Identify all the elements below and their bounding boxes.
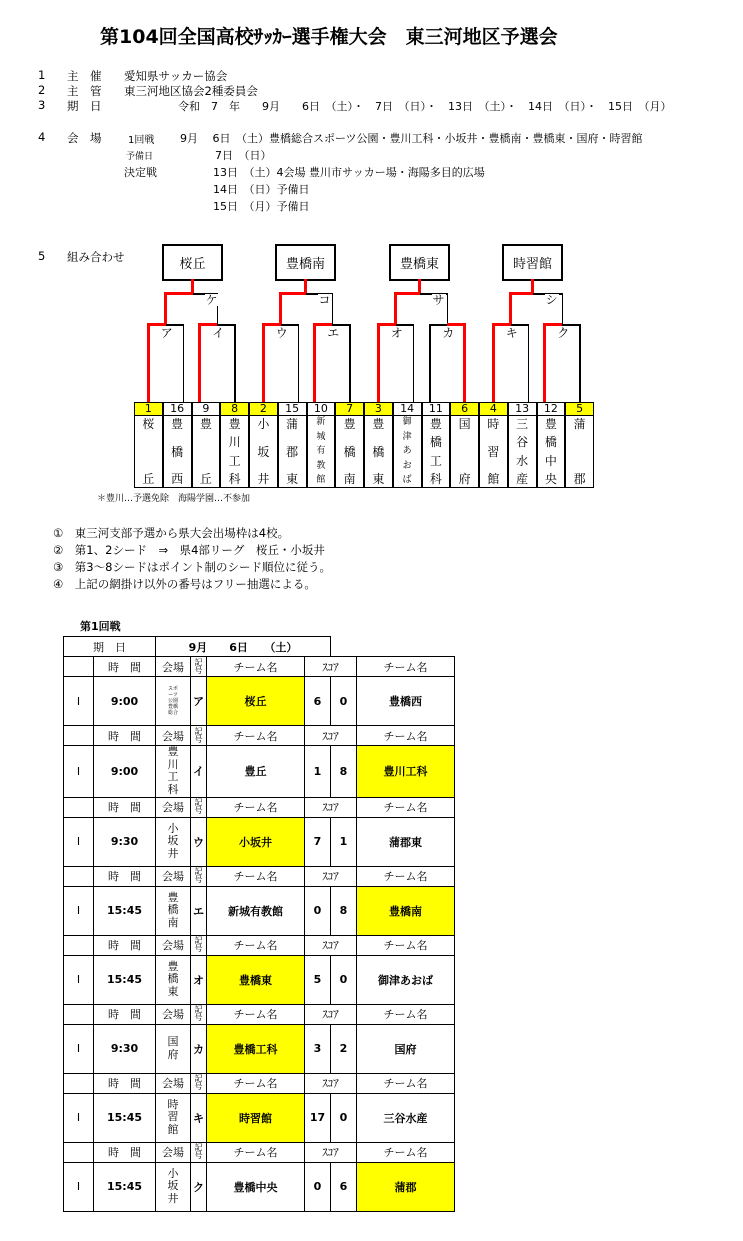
- team-name-vertical: [508, 416, 537, 488]
- code-cell: イ: [191, 746, 207, 798]
- col-team2-header: チーム名: [357, 657, 455, 677]
- final-value-2: 14日 （日）予備日: [213, 183, 310, 196]
- team-name-char: 井: [257, 472, 270, 486]
- note-2: ② 第1、2シード ⇒ 県4部リーグ 桜丘・小坂井: [53, 543, 325, 557]
- team-name-char: 豊: [544, 417, 557, 431]
- info-num-4: 4: [38, 130, 46, 144]
- team1-cell: 新城有教館: [207, 886, 305, 935]
- bracket-winner-box: 桜丘: [162, 244, 223, 281]
- team-name-char: 水: [516, 453, 529, 468]
- team-name-char: 豊: [372, 417, 385, 431]
- team-name-char: 桜: [142, 417, 155, 431]
- team-name-char: 郡: [573, 472, 586, 486]
- team-name-char: 豊: [199, 417, 212, 431]
- bracket-line: [377, 323, 380, 402]
- col-score-header: ｽｺｱ: [305, 1004, 357, 1024]
- col-team1-header: チーム名: [207, 1142, 305, 1162]
- score2-cell: 0: [331, 677, 357, 726]
- seed-number: 9: [192, 402, 221, 416]
- round-cell: Ⅰ: [64, 886, 94, 935]
- team-name-char: 橋: [429, 435, 442, 450]
- team-name-char: 丘: [142, 472, 155, 486]
- col-team1-header: チーム名: [207, 657, 305, 677]
- team2-cell: 蒲郡: [357, 1162, 455, 1211]
- bracket-round2-code: サ: [432, 293, 445, 307]
- col-score-header: ｽｺｱ: [305, 797, 357, 817]
- col-code-header: 記号: [191, 1073, 207, 1093]
- bracket-round2-code: コ: [318, 293, 331, 307]
- info-num-3: 3: [38, 98, 46, 112]
- reserve-label: 予備日: [126, 152, 154, 162]
- col-team1-header: チーム名: [207, 866, 305, 886]
- col-team2-header: チーム名: [357, 726, 455, 746]
- score2-cell: 8: [331, 886, 357, 935]
- team-name-char: 南: [343, 472, 356, 486]
- seed-number: 6: [450, 402, 479, 416]
- col-blank: [64, 1142, 94, 1162]
- info-num-2: 2: [38, 83, 46, 97]
- team-name-vertical: [537, 416, 566, 488]
- info-label-dates: 期 日: [67, 99, 102, 113]
- col-code-header: 記号: [191, 1004, 207, 1024]
- time-cell: 15:45: [94, 1093, 156, 1142]
- team-name-char: 教: [316, 460, 326, 471]
- team-name-vertical: [220, 416, 249, 488]
- info-label-organizer: 主 催: [67, 69, 102, 83]
- team-name-char: 工: [228, 453, 241, 468]
- team2-cell: 豊川工科: [357, 746, 455, 798]
- col-team2-header: チーム名: [357, 797, 455, 817]
- seed-number: 4: [479, 402, 508, 416]
- page-title: 第104回全国高校ｻｯｶｰ選手権大会 東三河地区予選会: [100, 26, 558, 48]
- bracket-line: [281, 292, 306, 295]
- col-venue-header: 会場: [156, 935, 191, 955]
- bracket-line: [164, 292, 167, 324]
- team2-cell: 御津あおば: [357, 955, 455, 1004]
- score1-cell: 17: [305, 1093, 331, 1142]
- seed-number: 3: [364, 402, 393, 416]
- seed-number: 15: [278, 402, 307, 416]
- team-name-char: 川: [228, 435, 241, 450]
- bracket-line: [429, 324, 431, 402]
- code-cell: エ: [191, 886, 207, 935]
- seed-number: 10: [307, 402, 336, 416]
- col-score-header: ｽｺｱ: [305, 657, 357, 677]
- team-name-vertical: [364, 416, 393, 488]
- bracket-line: [509, 292, 512, 324]
- team-name-vertical: [393, 416, 422, 488]
- score2-cell: 0: [331, 955, 357, 1004]
- team1-cell: 豊橋工科: [207, 1024, 305, 1073]
- bracket-match-code: ク: [557, 326, 570, 340]
- code-cell: ク: [191, 1162, 207, 1211]
- venue-cell: 豊橋東: [156, 955, 191, 1004]
- info-label-venue: 会 場: [67, 131, 102, 145]
- bracket-round2-code: シ: [545, 293, 558, 307]
- bracket-line: [262, 323, 265, 402]
- col-time-header: 時 間: [94, 1142, 156, 1162]
- team-name-char: 小: [257, 417, 270, 431]
- seed-number: 5: [565, 402, 594, 416]
- bracket-line: [313, 323, 316, 402]
- bracket-line: [492, 323, 495, 402]
- score1-cell: 0: [305, 1162, 331, 1211]
- col-score-header: ｽｺｱ: [305, 726, 357, 746]
- team-name-char: 国: [458, 417, 471, 431]
- bracket-line: [413, 324, 415, 402]
- col-blank: [64, 866, 94, 886]
- team-name-vertical: [249, 416, 278, 488]
- team-name-char: 中: [544, 453, 557, 468]
- team-name-vertical: [479, 416, 508, 488]
- team-name-vertical: [565, 416, 594, 488]
- bracket-line: [234, 324, 236, 402]
- venue-cell: 国府: [156, 1024, 191, 1073]
- col-time-header: 時 間: [94, 866, 156, 886]
- col-team1-header: チーム名: [207, 797, 305, 817]
- team-name-char: 府: [458, 472, 471, 486]
- team2-cell: 豊橋西: [357, 677, 455, 726]
- team-name-char: 津: [402, 431, 412, 442]
- team-name-char: 産: [516, 471, 529, 486]
- team-name-char: 蒲: [573, 417, 586, 431]
- col-time-header: 時 間: [94, 797, 156, 817]
- team-name-char: 豊: [429, 417, 442, 431]
- team2-cell: 豊橋南: [357, 886, 455, 935]
- team-name-vertical: [163, 416, 192, 488]
- seed-number: 8: [220, 402, 249, 416]
- score1-cell: 1: [305, 746, 331, 798]
- col-blank: [64, 797, 94, 817]
- col-team2-header: チーム名: [357, 1004, 455, 1024]
- team-name-char: 郡: [286, 444, 299, 459]
- team-name-char: 谷: [516, 435, 529, 450]
- seed-number: 2: [249, 402, 278, 416]
- col-code-header: 記号: [191, 1142, 207, 1162]
- bracket-match-code: オ: [390, 326, 403, 340]
- team-name-char: 御: [402, 417, 412, 427]
- team-name-char: 豊: [171, 417, 184, 431]
- col-team2-header: チーム名: [357, 1142, 455, 1162]
- col-time-header: 時 間: [94, 1073, 156, 1093]
- bracket-winner-box: 時習館: [502, 244, 563, 281]
- team-name-char: 蒲: [286, 417, 299, 431]
- col-blank: [64, 726, 94, 746]
- note-3: ③ 第3～8シードはポイント制のシード順位に従う。: [53, 560, 331, 574]
- bracket-match-code: エ: [327, 326, 340, 340]
- team-name-char: 工: [429, 453, 442, 468]
- bracket-match-code: キ: [505, 326, 518, 340]
- time-cell: 9:30: [94, 817, 156, 866]
- time-cell: 9:00: [94, 677, 156, 726]
- score2-cell: 8: [331, 746, 357, 798]
- col-team1-header: チーム名: [207, 935, 305, 955]
- seed-number: 11: [422, 402, 451, 416]
- round1-value: 9月 6日 （土）豊橋総合スポーツ公園・豊川工科・小坂井・豊橋南・豊橋東・国府・時習館: [180, 132, 643, 145]
- bracket-match-code: ウ: [275, 326, 288, 340]
- schedule-table: [63, 636, 455, 1212]
- col-code-header: 記号: [191, 797, 207, 817]
- score2-cell: 1: [331, 817, 357, 866]
- bracket-line: [463, 323, 466, 402]
- col-venue-header: 会場: [156, 726, 191, 746]
- info-num-1: 1: [38, 68, 46, 82]
- bracket-match-code: カ: [442, 326, 455, 340]
- seed-number: 1: [134, 402, 163, 416]
- final-label: 決定戦: [124, 166, 157, 179]
- col-time-header: 時 間: [94, 726, 156, 746]
- col-score-header: ｽｺｱ: [305, 1142, 357, 1162]
- team2-cell: 国府: [357, 1024, 455, 1073]
- col-team1-header: チーム名: [207, 726, 305, 746]
- team-name-char: 館: [487, 472, 500, 486]
- bracket-line: [394, 292, 397, 324]
- team-name-vertical: [307, 416, 336, 488]
- score1-cell: 7: [305, 817, 331, 866]
- info-label-bracket: 組み合わせ: [67, 250, 125, 264]
- time-cell: 15:45: [94, 886, 156, 935]
- col-blank: [64, 1004, 94, 1024]
- team-name-vertical: [192, 416, 221, 488]
- team2-cell: 蒲郡東: [357, 817, 455, 866]
- bracket-match-code: ア: [160, 326, 173, 340]
- team-name-char: 橋: [544, 435, 557, 450]
- schedule-heading: 第1回戦: [80, 620, 121, 633]
- team-name-char: 三: [516, 417, 529, 431]
- score1-cell: 0: [305, 886, 331, 935]
- bracket-line: [279, 292, 282, 324]
- team-name-char: 東: [286, 472, 299, 486]
- seed-number: 7: [335, 402, 364, 416]
- bracket-line: [147, 323, 150, 402]
- team-name-char: 時: [487, 417, 500, 431]
- team-name-char: 豊: [343, 417, 356, 431]
- info-value-organizer: 愛知県サッカー協会: [124, 69, 228, 83]
- reserve-value: 7日 （日）: [215, 149, 272, 162]
- col-code-header: 記号: [191, 866, 207, 886]
- col-score-header: ｽｺｱ: [305, 1073, 357, 1093]
- col-venue-header: 会場: [156, 1004, 191, 1024]
- team-name-char: 新: [316, 417, 326, 427]
- col-code-header: 記号: [191, 657, 207, 677]
- team-name-vertical: [134, 416, 163, 488]
- bracket-winner-box: 豊橋南: [275, 244, 336, 281]
- final-value-3: 15日 （月）予備日: [213, 200, 310, 213]
- col-blank: [64, 657, 94, 677]
- code-cell: ウ: [191, 817, 207, 866]
- info-label-manager: 主 管: [67, 84, 102, 98]
- bracket-winner-box: 豊橋東: [389, 244, 450, 281]
- time-cell: 15:45: [94, 1162, 156, 1211]
- team-name-char: 東: [372, 472, 385, 486]
- final-value-1: 13日 （土）4会場 豊川市サッカー場・海陽多目的広場: [213, 166, 485, 179]
- team-name-char: 西: [171, 472, 184, 486]
- info-num-5: 5: [38, 249, 46, 263]
- bracket-line: [298, 324, 300, 402]
- round1-label: 1回戦: [128, 135, 155, 146]
- code-cell: カ: [191, 1024, 207, 1073]
- team2-cell: 三谷水産: [357, 1093, 455, 1142]
- round-cell: Ⅰ: [64, 1024, 94, 1073]
- col-venue-header: 会場: [156, 1142, 191, 1162]
- venue-cell: 豊橋南: [156, 886, 191, 935]
- round-cell: Ⅰ: [64, 817, 94, 866]
- bracket-line: [198, 323, 201, 402]
- team-name-char: 丘: [199, 472, 212, 486]
- team1-cell: 小坂井: [207, 817, 305, 866]
- team-name-char: 橋: [343, 444, 356, 459]
- score2-cell: 6: [331, 1162, 357, 1211]
- team-name-char: 坂: [257, 444, 270, 459]
- team1-cell: 豊橋東: [207, 955, 305, 1004]
- code-cell: ア: [191, 677, 207, 726]
- seed-number: 14: [393, 402, 422, 416]
- score2-cell: 0: [331, 1093, 357, 1142]
- bracket-line: [511, 292, 533, 295]
- team-name-char: あ: [402, 446, 412, 456]
- bracket-round2-code: ケ: [205, 293, 218, 307]
- col-team2-header: チーム名: [357, 1073, 455, 1093]
- team-name-char: 有: [316, 446, 326, 456]
- bracket-line: [562, 293, 564, 324]
- team-name-char: 習: [487, 444, 500, 459]
- bracket-note: ＊豊川…予選免除 海陽学園…不参加: [97, 494, 251, 504]
- col-venue-header: 会場: [156, 797, 191, 817]
- info-value-manager: 東三河地区協会2種委員会: [124, 84, 258, 98]
- team-name-vertical: [422, 416, 451, 488]
- info-value-dates: 令和 7 年 9月 6日 （土）・ 7日 （日）・ 13日 （土）・ 14日 （日）・ 15日 （月）: [178, 100, 672, 113]
- col-time-header: 時 間: [94, 1004, 156, 1024]
- date-value-cell: 9月 6日 （土）: [156, 637, 331, 657]
- bracket-match-code: イ: [212, 326, 225, 340]
- time-cell: 9:30: [94, 1024, 156, 1073]
- team-name-char: ば: [402, 475, 412, 485]
- round-cell: Ⅰ: [64, 1162, 94, 1211]
- col-venue-header: 会場: [156, 866, 191, 886]
- team-name-char: 城: [316, 431, 326, 442]
- col-team2-header: チーム名: [357, 866, 455, 886]
- team-name-vertical: [450, 416, 479, 488]
- score1-cell: 3: [305, 1024, 331, 1073]
- team1-cell: 豊丘: [207, 746, 305, 798]
- seed-number: 12: [537, 402, 566, 416]
- team-name-char: 科: [429, 471, 442, 486]
- col-team1-header: チーム名: [207, 1073, 305, 1093]
- team1-cell: 豊橋中央: [207, 1162, 305, 1211]
- bracket-line: [528, 324, 530, 402]
- team-name-char: 豊: [228, 417, 241, 431]
- venue-cell: スポーツ公園 豊橋総合: [156, 677, 191, 726]
- round-cell: Ⅰ: [64, 1093, 94, 1142]
- team-name-char: 館: [316, 475, 326, 485]
- col-code-header: 記号: [191, 935, 207, 955]
- col-team1-header: チーム名: [207, 1004, 305, 1024]
- code-cell: オ: [191, 955, 207, 1004]
- bracket-line: [543, 323, 546, 402]
- score1-cell: 5: [305, 955, 331, 1004]
- col-score-header: ｽｺｱ: [305, 866, 357, 886]
- date-label-cell: 期 日: [64, 637, 156, 657]
- team-name-vertical: [335, 416, 364, 488]
- bracket-line: [332, 293, 334, 324]
- score2-cell: 2: [331, 1024, 357, 1073]
- team1-cell: 桜丘: [207, 677, 305, 726]
- round-cell: Ⅰ: [64, 955, 94, 1004]
- col-venue-header: 会場: [156, 1073, 191, 1093]
- note-1: ① 東三河支部予選から県大会出場枠は4校。: [53, 526, 290, 540]
- venue-cell: 時習館: [156, 1093, 191, 1142]
- team1-cell: 時習館: [207, 1093, 305, 1142]
- venue-cell: 小坂井: [156, 1162, 191, 1211]
- seed-number: 13: [508, 402, 537, 416]
- score1-cell: 6: [305, 677, 331, 726]
- team-name-vertical: [278, 416, 307, 488]
- note-4: ④ 上記の網掛け以外の番号はフリー抽選による。: [53, 577, 316, 591]
- team-name-char: 科: [228, 471, 241, 486]
- seed-number: 16: [163, 402, 192, 416]
- col-blank: [64, 1073, 94, 1093]
- col-code-header: 記号: [191, 726, 207, 746]
- venue-cell: 小坂井: [156, 817, 191, 866]
- bracket-line: [396, 292, 420, 295]
- col-venue-header: 会場: [156, 657, 191, 677]
- team-name-char: お: [402, 460, 412, 471]
- team-name-char: 橋: [171, 444, 184, 459]
- bracket-line: [183, 324, 185, 402]
- team-name-char: 橋: [372, 444, 385, 459]
- bracket-line: [349, 324, 351, 402]
- bracket-line: [166, 292, 193, 295]
- round-cell: Ⅰ: [64, 677, 94, 726]
- team-name-char: 央: [544, 471, 557, 486]
- venue-cell: 豊川工科: [156, 746, 191, 798]
- time-cell: 15:45: [94, 955, 156, 1004]
- round-cell: Ⅰ: [64, 746, 94, 798]
- col-time-header: 時 間: [94, 935, 156, 955]
- col-team2-header: チーム名: [357, 935, 455, 955]
- col-score-header: ｽｺｱ: [305, 935, 357, 955]
- time-cell: 9:00: [94, 746, 156, 798]
- code-cell: キ: [191, 1093, 207, 1142]
- col-blank: [64, 935, 94, 955]
- col-time-header: 時 間: [94, 657, 156, 677]
- bracket-line: [579, 324, 581, 402]
- bracket-line: [447, 293, 449, 324]
